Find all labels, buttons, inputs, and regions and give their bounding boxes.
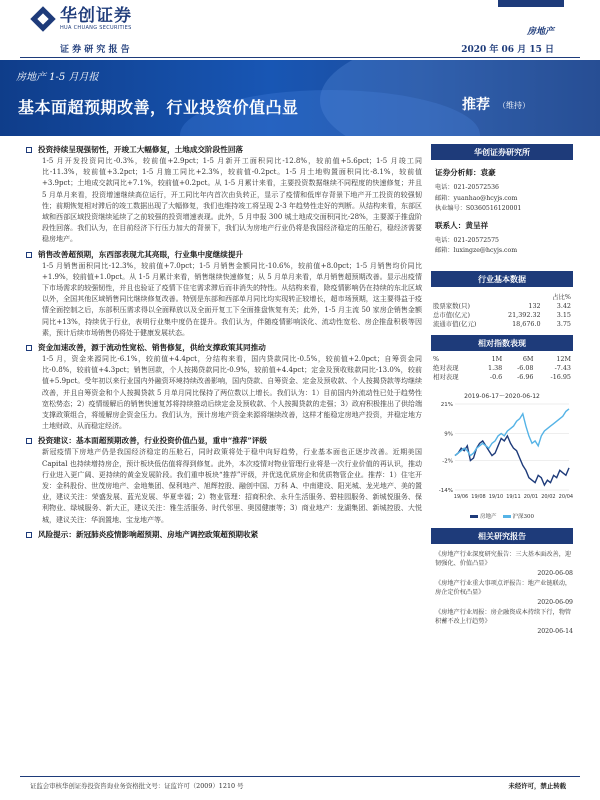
section-body: 1-5 月开发投资同比-0.3%，较前值+2.9pct；1-5 月新开工面积同比-12.8%，较前值+5.6pct；1-5 月竣工同比-11.3%，较前值+3.2pct；1-5 月施工同比+2.3%，较前值-0.2pct。1-5 月土地购置面积同比-8.1%，较前值+3.9pct；土地成交款同比+7.1%，较前值+0.2pct。从 1-5 月累计来看，主要投资数据继续不同程度的快速修复；并且 5 月单月来看，投资增速继续高位运行，开工同比年内首次由负转正，显示了疫情和低库存背景下地产开工投资的较强韧性；前期恢复相对滞后的竣工数据出现了大幅修复，我们也维持竣工将呈现 2-3 年趋势性走好的判断。从结构来看，东部区域和西部区域投资继续延续了之前较强的投资增速表现。此外，5 月申报 300 城土地成交面积同比-28%，主要源于推盘阶段性回落。我们认为，在目前经济下行压力加大的背景下，我们认为房地产行业仍将是我国经济稳定的压舱石，稳经济需要稳房地产。 [42, 157, 422, 244]
section-heading: 投资建议：基本面超预期改善，行业投资价值凸显，重申“推荐”评级 [38, 436, 267, 446]
col-header: 12M [556, 354, 571, 363]
table-row [431, 373, 573, 382]
section-heading: 销售改善超预期，东西部表现尤其亮眼，行业集中度继续提升 [38, 249, 244, 259]
report-type: 证 券 研 究 报 告 [60, 45, 130, 55]
legend-item: 沪深300 [503, 512, 535, 520]
report-title: 基本面超预期改善，行业投资价值凸显 [18, 98, 299, 117]
related-report-title[interactable]: 《房地产行业重大事项点评报告：地产业链联动，房企定价权凸显》 [435, 579, 572, 597]
table-row [431, 302, 573, 311]
related-report-item[interactable] [431, 579, 573, 608]
main-content [32, 144, 422, 544]
y-tick-label: 9% [444, 430, 453, 437]
section-recommendation [32, 435, 422, 525]
related-report-title[interactable]: 《房地产行业深度研究报告：三大基本面改善，迎韧强化、价值凸显》 [435, 550, 572, 568]
analyst-name: 证券分析师：袁豪 [435, 168, 496, 177]
share-header: 占比% [552, 292, 571, 301]
table-row [431, 364, 573, 373]
related-report-date: 2020-06-09 [537, 598, 573, 606]
x-tick-label: 19/08 [471, 493, 486, 500]
related-report-date: 2020-06-08 [537, 569, 573, 577]
logo-cn-text: 华创证券 [60, 6, 132, 26]
x-tick-label: 20/01 [523, 493, 539, 500]
row-label: 流通市值(亿元) [433, 319, 477, 328]
row-value: -16.95 [550, 372, 571, 381]
section-heading: 资金加速改善，源于流动性宽松、销售修复，供给支撑政策其同推动 [38, 343, 266, 353]
row-value: -7.43 [554, 363, 571, 372]
logo-en-text: HUA CHUANG SECURITIES [60, 25, 132, 31]
institute-bar: 华创证券研究所 [431, 144, 573, 160]
square-bullet-icon [26, 252, 32, 258]
row-value: -6.96 [517, 372, 534, 381]
rating-note: （维持） [498, 101, 530, 110]
x-tick-label: 20/02 [541, 493, 556, 500]
row-label: 股票家数(只) [433, 301, 470, 310]
y-tick-label: 21% [440, 401, 453, 408]
section-body: 1-5 月销售面积同比-12.3%，较前值+7.0pct；1-5 月销售金额同比-10.6%，较前值+8.0pct；1-5 月销售均价同比+1.9%，较前值+1.0pct。从 1-5 月累计来看，销售继续快速修复；从 5 月单月来看，单月销售超预期改善。显示出疫情下市场需求的较强韧性，并且也验证了疫情下住宅需求滞后而非消失的特性。从结构来看，除疫情影响仍在持续的东北区域以外，全国其他区域销售同比继续修复改善。特别是东部和西部单月同比均实现转正较增长，超市场预期，这主要得益于疫情全面控制之后，东部积压需求得以全面释放以及全面开复工下全面推盘恢复有关；此外，1-5 月主流 50 家房企销售金额同比+13%，持续优于行业，表明行业集中度仍在提升。我们认为，伴随疫情影响淡化、流动性宽松、房企推盘积极等因素，预计后续市场销售仍将处于健康发展状态。 [42, 261, 422, 337]
analyst-phone: 电话：021-20572536 [435, 184, 499, 191]
contact-name: 联系人：黄呈祥 [435, 220, 489, 230]
analyst-license: 执业编号：S0360516120001 [435, 205, 522, 212]
col-header: % [433, 354, 440, 363]
row-value: -0.6 [489, 372, 503, 381]
chart-legend [431, 512, 573, 520]
x-tick-label: 20/04 [558, 493, 573, 500]
report-subtitle: 房地产 1-5 月月报 [16, 72, 99, 83]
related-report-title[interactable]: 《房地产行业周报：房企融资成本持续下行，物管积蓄不改上行趋势》 [435, 608, 572, 626]
market-data-table [431, 293, 573, 329]
header-top-tab [498, 0, 564, 7]
relative-performance-table [431, 355, 573, 382]
related-report-item[interactable] [431, 608, 573, 637]
x-tick-label: 19/10 [488, 493, 504, 500]
x-tick-label: 19/06 [453, 493, 469, 500]
section-risk [32, 529, 422, 541]
row-value: 1.38 [488, 363, 503, 372]
logo [30, 6, 132, 32]
market-data-bar: 行业基本数据 [431, 271, 573, 287]
section-investment [32, 144, 422, 246]
report-date: 2020 年 06 月 15 日 [461, 45, 554, 55]
industry-label: 房地产 [526, 27, 554, 37]
table-row [431, 320, 573, 329]
footer-license: 证监会审核华创证券投资咨询业务资格批文号：证监许可（2009）1210 号 [30, 782, 244, 790]
relative-performance-chart [431, 390, 573, 508]
logo-mark-icon [30, 6, 56, 32]
footer-divider [20, 776, 580, 777]
contact-email[interactable]: 邮箱：luxingze@hcyjs.com [435, 247, 518, 254]
section-funding [32, 342, 422, 432]
relative-performance-bar: 相对指数表现 [431, 335, 573, 351]
table-row [431, 311, 573, 320]
chart-title: 2019-06-17～2020-06-12 [464, 392, 540, 400]
related-report-date: 2020-06-14 [537, 628, 573, 636]
title-banner [0, 60, 600, 136]
row-value: -6.08 [517, 363, 534, 372]
rating: 推荐 [462, 97, 490, 113]
square-bullet-icon [26, 532, 32, 538]
x-tick-label: 19/11 [506, 493, 521, 500]
y-tick-label: -2% [442, 458, 453, 465]
series-line [455, 408, 569, 455]
sidebar [431, 144, 573, 637]
section-heading: 风险提示：新冠肺炎疫情影响超预期、房地产调控政策超预期收紧 [38, 529, 259, 539]
analyst-email[interactable]: 邮箱：yuanhao@hcyjs.com [435, 194, 518, 202]
footer-disclaimer: 未经许可，禁止转载 [508, 782, 566, 790]
row-label: 相对表现 [433, 372, 459, 381]
contact-phone: 电话：021-20572575 [435, 236, 499, 244]
col-header: 6M [522, 354, 534, 363]
header-divider [20, 57, 580, 58]
section-body: 1-5 月，资金来源同比-6.1%，较前值+4.4pct，分结构来看，国内贷款同比-0.5%，较前值+2.0pct；自筹资金同比-0.8%，较前值+4.3pct；销售回款，个人按揭贷款同比-0.9%，较前值+4.4pct；定金及预收账款同比-13.0%，较前值+5.9pct。受年初以来行业国内外融资环境持续改善影响，国内贷款、自筹资金、定金及预收款、个人按揭贷款等均继续改善，并且自筹资金和个人按揭贷款 5 月单月同比保持了两位数以上增长。我们认为：1）目前国内外流动性已处于趋势性宽松势态；2）疫情缓解后的销售快速复苏将持续推动后续定金及预收款、个人按揭贷款的走强；3）政府积极推出了供给端支撑政策组合，将缓解房企资金压力。我们认为，预计房地产资金来源将继续改善，这样才能稳定房地产投资，并稳定地方土地财政、从而稳定经济。 [42, 355, 422, 431]
col-header: 1M [491, 354, 503, 363]
related-reports-bar: 相关研究报告 [431, 528, 573, 544]
section-sales [32, 249, 422, 339]
legend-item: 房地产 [470, 512, 497, 520]
related-report-item[interactable] [431, 550, 573, 579]
row-value: 21,392.32 [508, 310, 541, 319]
row-share: 3.75 [556, 319, 571, 328]
row-value: 18,676.0 [512, 319, 541, 328]
section-heading: 投资持续呈现强韧性，开竣工大幅修复，土地成交阶段性回落 [38, 145, 244, 154]
row-label: 总市值(亿元) [433, 310, 470, 319]
row-share: 3.15 [556, 310, 571, 319]
row-label: 绝对表现 [433, 363, 459, 372]
square-bullet-icon [26, 438, 32, 444]
square-bullet-icon [26, 147, 32, 153]
y-tick-label: -14% [438, 487, 453, 494]
section-body: 新冠疫情下房地产仍是我国经济稳定的压舱石，同时政策将处于稳中向好趋势，行业基本面也正逐步改善。近期美国 Capital 也持续增持房企，预计板块低估值将得到修复。此外，本次疫情对物业管理行业将是一次行业价值的再认识，推动行业进入更广阔、更持续的黄金发展阶段。我们重申板块“推荐”评级，并优选优质房企和优质物管企业。推荐：1）住宅开发：金科股份、世茂房地产、金地集团、保利地产、旭辉控股、融创中国、万科 A、中南建设、阳光城、龙光地产、美的置业，建议关注：荣盛发展、蓝光发展、华夏幸福；2）物业管理：招商积余、永升生活服务、碧桂园服务、新城悦服务、保利物业、绿城服务、新大正，建议关注：雅生活服务、时代邻里、奥园健康等；3）商业地产：龙湖集团、新城控股、大悦城，建议关注：华润置地、宝龙地产等。 [42, 448, 422, 524]
row-value: 132 [528, 301, 541, 310]
square-bullet-icon [26, 345, 32, 351]
row-share: 3.42 [556, 301, 571, 310]
